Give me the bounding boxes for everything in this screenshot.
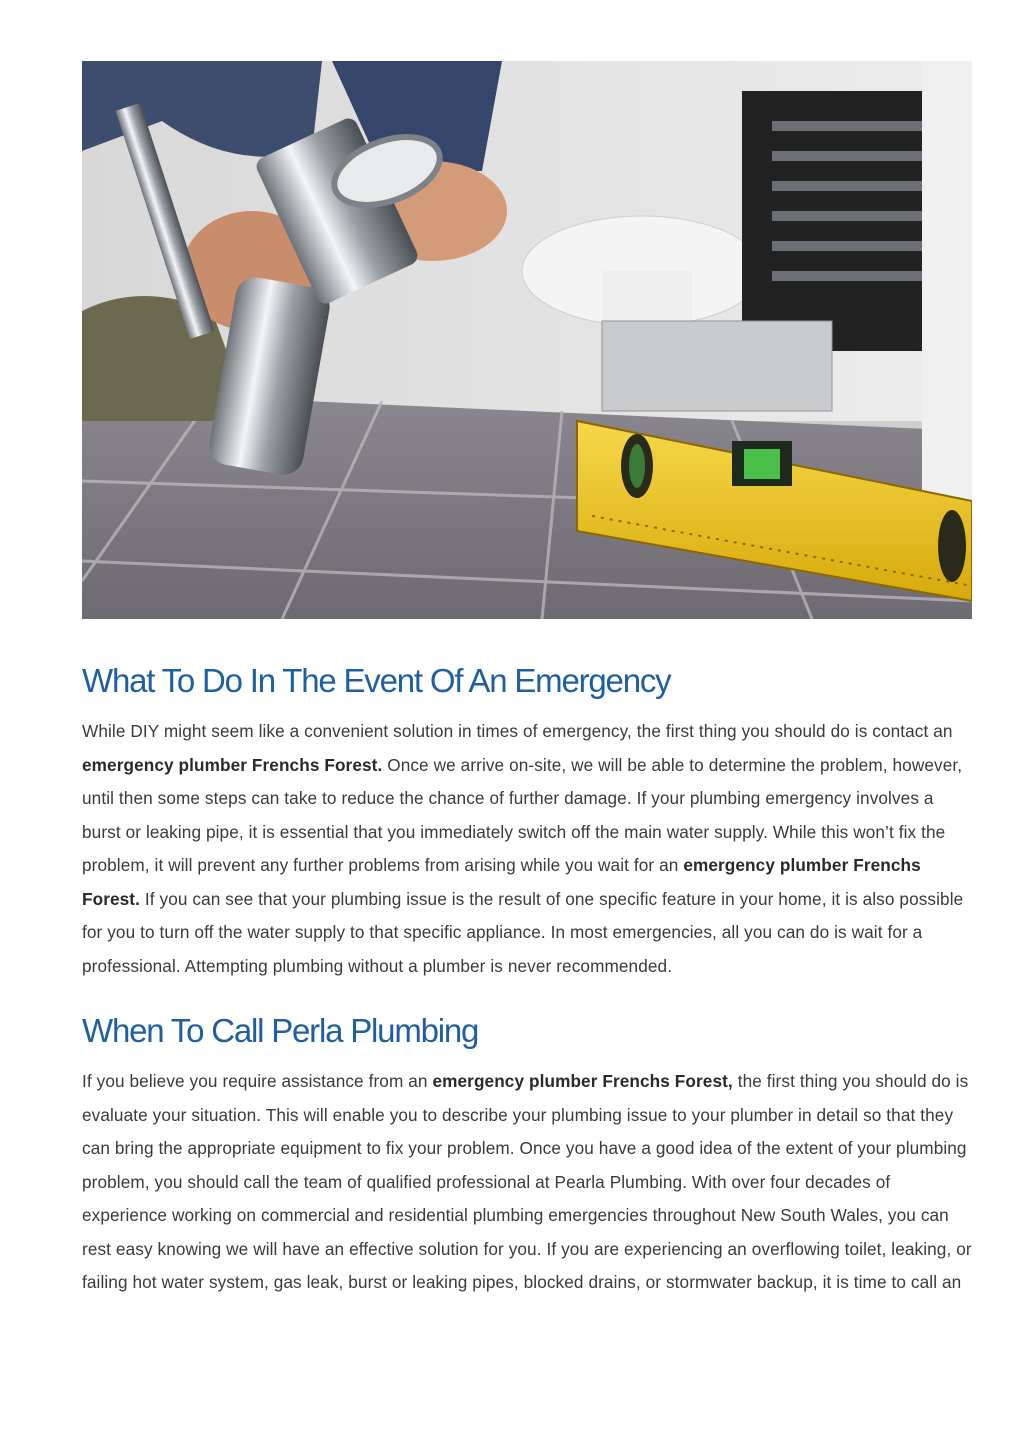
plumber-photo-illustration: [82, 61, 972, 619]
paragraph-text: the first thing you should do is evaluate your situation. This will enable you to describe your plumbing issue to your plumber in detail so that they can bring the appropriate equipment to fix your problem. Once you have a good idea of the extent of your plumbing problem, you should call the team of qualified professional at Pearla Plumbing. With over four decades of experience working on commercial and residential plumbing emergencies throughout New South Wales, you can rest easy knowing we will have an effective solution for you. If you are experiencing an overflowing toilet, leaking, or failing hot water system, gas leak, burst or leaking pipes, blocked drains, or stormwater backup, it is time to call an: [82, 1071, 972, 1292]
article-content: [82, 655, 977, 1300]
paragraph-text: While DIY might seem like a convenient solution in times of emergency, the first thing you should do is contact an: [82, 721, 953, 741]
section-heading-emergency: What To Do In The Event Of An Emergency: [82, 662, 671, 699]
section-paragraph-when-to-call: [82, 1065, 977, 1300]
hero-image: [82, 61, 972, 619]
section-paragraph-emergency: [82, 715, 977, 983]
keyword-emergency-plumber: emergency plumber Frenchs Forest.: [82, 855, 921, 909]
section-heading-when-to-call: When To Call Perla Plumbing: [82, 1012, 479, 1049]
keyword-emergency-plumber: emergency plumber Frenchs Forest,: [432, 1071, 733, 1091]
paragraph-text: If you can see that your plumbing issue is the result of one specific feature in your home, it is also possible for you to turn off the water supply to that specific appliance. In most emergencies, all you can do is wait for a professional. Attempting plumbing without a plumber is never recommended.: [82, 888, 964, 976]
paragraph-text: If you believe you require assistance from an: [82, 1071, 433, 1091]
paragraph-text: Once we arrive on-site, we will be able to determine the problem, however, until then some steps can take to reduce the chance of further damage. If your plumbing emergency involves a burst or leaking pipe, it is essential that you immediately switch off the main water supply. While this won’t fix the problem, it will prevent any further problems from arising while you wait for an: [82, 754, 963, 875]
keyword-emergency-plumber: emergency plumber Frenchs Forest.: [82, 754, 383, 775]
